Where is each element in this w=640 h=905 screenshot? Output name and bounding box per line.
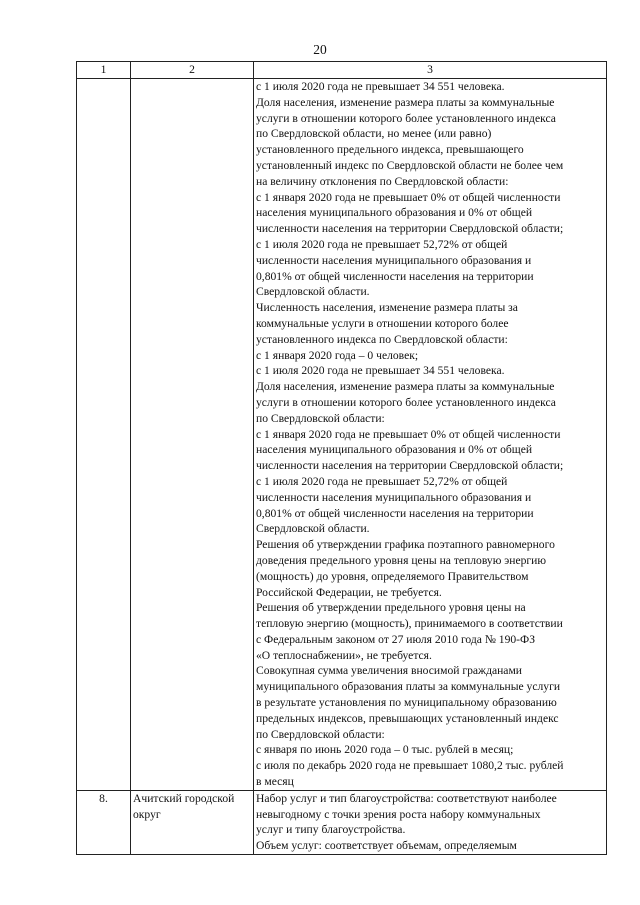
- text-line: по Свердловской области, но менее (или равно): [256, 127, 492, 141]
- text-line: с июля по декабрь 2020 года не превышает 1080,2 тыс. рублей: [256, 759, 564, 773]
- text-line: в месяц: [256, 775, 294, 789]
- text-line: с 1 июля 2020 года не превышает 34 551 человека.: [256, 364, 505, 378]
- text-line: округ: [133, 807, 161, 821]
- text-line: предельных индексов, превышающих установленный индекс: [256, 711, 559, 725]
- page-number: 20: [313, 42, 327, 57]
- regulation-table: [76, 61, 607, 855]
- row-number-cell: [77, 79, 131, 791]
- text-line: с 1 июля 2020 года не превышает 52,72% от общей: [256, 237, 508, 251]
- text-line: установленный индекс по Свердловской области не более чем: [256, 158, 564, 172]
- description-cell: [254, 790, 607, 854]
- text-line: услуги в отношении которого более установленного индекса: [256, 395, 556, 409]
- text-line: с Федеральным законом от 27 июля 2010 года № 190-ФЗ: [256, 632, 536, 646]
- text-line: муниципального образования платы за коммунальные услуги: [256, 680, 561, 694]
- text-line: Набор услуг и тип благоустройства: соответствуют наиболее: [256, 791, 557, 805]
- text-line: 0,801% от общей численности населения на территории: [256, 506, 534, 520]
- text-line: установленного индекса по Свердловской области:: [256, 332, 508, 346]
- table-row: [77, 790, 607, 854]
- text-line: доведения предельного уровня цены на тепловую энергию: [256, 553, 547, 567]
- text-line: Свердловской области.: [256, 285, 370, 299]
- text-line: «О теплоснабжении», не требуется.: [256, 648, 432, 662]
- text-line: Доля населения, изменение размера платы за коммунальные: [256, 380, 555, 394]
- text-line: услуг и типу благоустройства.: [256, 823, 406, 837]
- text-line: населения муниципального образования и 0% от общей: [256, 206, 533, 220]
- text-line: населения муниципального образования и 0% от общей: [256, 443, 533, 457]
- text-line: Совокупная сумма увеличения вносимой гражданами: [256, 664, 522, 678]
- text-line: коммунальные услуги в отношении которого более: [256, 316, 509, 330]
- text-line: Ачитский городской: [133, 791, 235, 805]
- column-header-2: 2: [131, 62, 254, 79]
- text-line: с января по июнь 2020 года – 0 тыс. рублей в месяц;: [256, 743, 514, 757]
- municipality-cell: [131, 79, 254, 791]
- text-line: по Свердловской области:: [256, 727, 385, 741]
- text-line: тепловую энергию (мощность), принимаемого в соответствии: [256, 617, 563, 631]
- text-line: Доля населения, изменение размера платы за коммунальные: [256, 95, 555, 109]
- text-line: с 1 июля 2020 года не превышает 34 551 человека.: [256, 80, 505, 93]
- text-line: (мощность) до уровня, определяемого Правительством: [256, 569, 529, 583]
- text-line: Объем услуг: соответствует объемам, определяемым: [256, 839, 517, 853]
- table-row-continued: [77, 79, 607, 791]
- table-header-row: [77, 62, 607, 79]
- text-line: невыгодному с точки зрения роста набору коммунальных: [256, 807, 541, 821]
- text-line: численности населения муниципального образования и: [256, 253, 532, 267]
- text-line: на величину отклонения по Свердловской области:: [256, 174, 509, 188]
- column-header-1: 1: [77, 62, 131, 79]
- text-line: численности населения муниципального образования и: [256, 490, 532, 504]
- text-line: с 1 января 2020 года не превышает 0% от общей численности: [256, 190, 561, 204]
- text-line: с 1 января 2020 года не превышает 0% от общей численности: [256, 427, 561, 441]
- text-line: с 1 июля 2020 года не превышает 52,72% от общей: [256, 474, 508, 488]
- text-line: Российской Федерации, не требуется.: [256, 585, 442, 599]
- description-cell: [254, 79, 607, 791]
- text-line: по Свердловской области:: [256, 411, 385, 425]
- text-line: численности населения на территории Свердловской области;: [256, 459, 564, 473]
- text-line: услуги в отношении которого более установленного индекса: [256, 111, 556, 125]
- text-line: Свердловской области.: [256, 522, 370, 536]
- text-line: с 1 января 2020 года – 0 человек;: [256, 348, 419, 362]
- row-number-cell: 8.: [77, 790, 131, 854]
- municipality-cell: [131, 790, 254, 854]
- text-line: Решения об утверждении предельного уровня цены на: [256, 601, 526, 615]
- text-line: Численность населения, изменение размера платы за: [256, 301, 518, 315]
- text-line: установленного предельного индекса, превышающего: [256, 143, 524, 157]
- text-line: в результате установления по муниципальному образованию: [256, 696, 557, 710]
- text-line: Решения об утверждении графика поэтапного равномерного: [256, 538, 555, 552]
- column-header-3: 3: [254, 62, 607, 79]
- text-line: численности населения на территории Свердловской области;: [256, 222, 564, 236]
- text-line: 0,801% от общей численности населения на территории: [256, 269, 534, 283]
